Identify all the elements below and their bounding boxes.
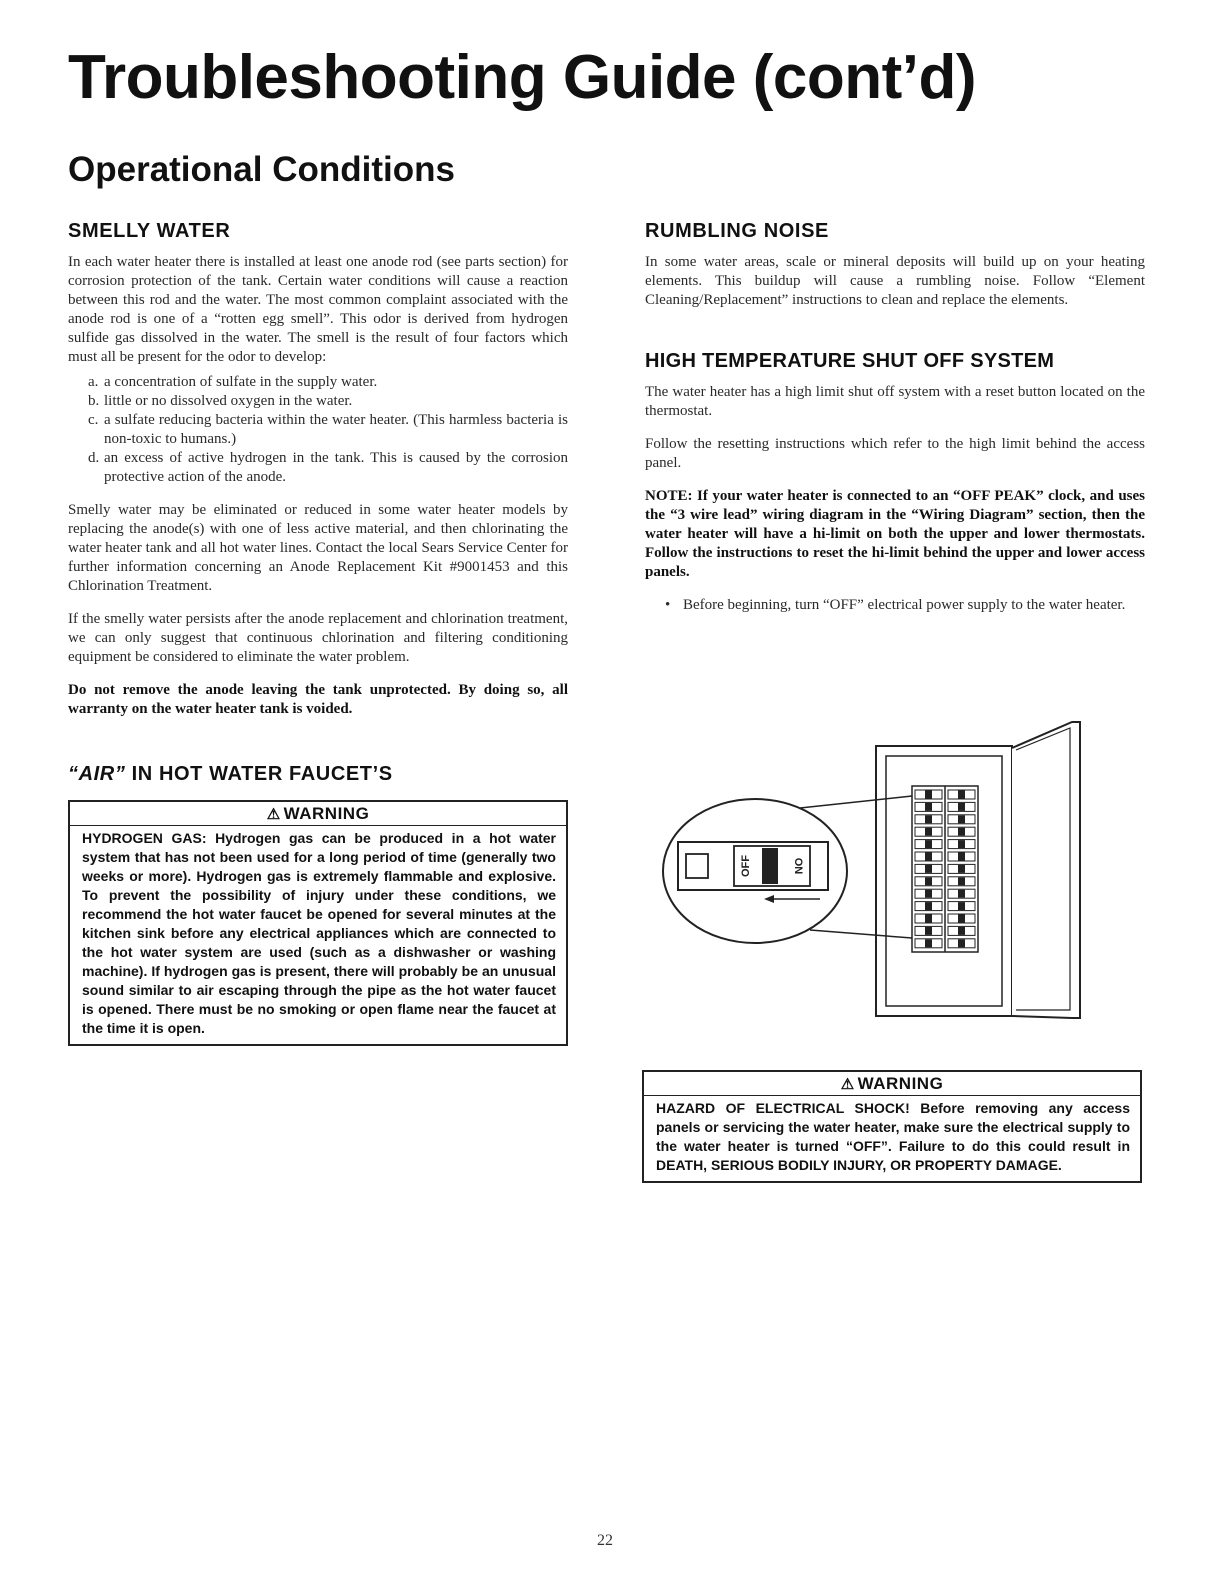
smelly-water-paragraph-3: If the smelly water persists after the anode replacement and chlorination treatment, we can only suggest that continuous chlorination and filtering conditioning equipment be considered to eliminate the water problem. xyxy=(68,611,568,665)
breaker-panel-diagram xyxy=(660,716,1100,1028)
breaker-switch-handle xyxy=(959,816,965,823)
breaker-switch-handle xyxy=(959,927,965,934)
shock-warning-text: HAZARD OF ELECTRICAL SHOCK! Before removing any access panels or servicing the water heater, make sure the electrical supply to the water heater is turned “OFF”. Failure to do this could result in DEATH, SERIOUS BODILY INJURY, OR PROPERTY DAMAGE. xyxy=(656,1100,1130,1173)
breaker-switch-handle xyxy=(926,791,932,798)
rumbling-noise-section xyxy=(645,220,1145,310)
breaker-switch-handle xyxy=(959,865,965,872)
warning-header: ⚠ WARNING xyxy=(644,1074,1140,1096)
breaker-switch-handle xyxy=(926,841,932,848)
breaker-switch-handle xyxy=(926,915,932,922)
breaker-switch-handle xyxy=(926,816,932,823)
breaker-switch-handle xyxy=(959,853,965,860)
off-peak-note: NOTE: If your water heater is connected to an “OFF PEAK” clock, and uses the “3 wire lead” wiring diagram in the “Wiring Diagram” section, then the water heater will have a hi-limit on both the upper and lower thermostats. Follow the instructions to reset the hi-limit behind the upper and lower access panels. xyxy=(645,488,1145,580)
high-temp-paragraph-2: Follow the resetting instructions which refer to the high limit behind the access panel. xyxy=(645,436,1145,471)
breaker-switch-handle xyxy=(926,853,932,860)
breaker-switch-handle xyxy=(959,803,965,810)
breaker-switch-handle xyxy=(959,890,965,897)
smelly-water-heading: SMELLY WATER xyxy=(68,220,231,242)
breaker-switch-handle xyxy=(926,903,932,910)
air-in-faucets-section xyxy=(68,763,568,1046)
right-column xyxy=(645,220,1145,615)
factor-item: b. little or no dissolved oxygen in the water. xyxy=(88,393,353,409)
breaker-switch-handle xyxy=(926,803,932,810)
factor-item: d. an excess of active hydrogen in the tank. This is caused by the corrosion protective action of the anode. xyxy=(88,450,568,485)
warning-header: ⚠ WARNING xyxy=(70,804,566,826)
hydrogen-warning-text: HYDROGEN GAS: Hydrogen gas can be produced in a hot water system that has not been used for a long period of time (generally two weeks or more). Hydrogen gas is extremely flammable and explosive. To prevent the possibility of injury under these conditions, we recommend the hot water faucet be opened for several minutes at the kitchen sink before any electrical appliances which are connected to the hot water system are used (such as a dishwasher or washing machine). If hydrogen gas is present, there will probably be an unusual sound similar to air escaping through the pipe as the hot water faucet is opened. There must be no smoking or open flame near the faucet at the time it is open. xyxy=(82,830,556,1036)
anode-warranty-note: Do not remove the anode leaving the tank unprotected. By doing so, all warranty on the water heater tank is voided. xyxy=(68,682,568,717)
breaker-panel-figure xyxy=(660,716,1100,1028)
breaker-switch-handle xyxy=(926,927,932,934)
smelly-water-paragraph-2: Smelly water may be eliminated or reduced in some water heater models by replacing the anode(s) with one of less active material, and then chlorinating the water heater tank and all hot water lines. Contact the local Sears Service Center for further information concerning an Anode Replacement Kit #9001453 and this Chlorination Treatment. xyxy=(68,502,568,594)
breaker-switch-handle xyxy=(959,903,965,910)
page-number: 22 xyxy=(597,1532,613,1549)
breaker-switch-handle xyxy=(926,878,932,885)
on-label: ON xyxy=(792,857,805,875)
smelly-water-intro: In each water heater there is installed at least one anode rod (see parts section) for corrosion protection of the tank. Certain water conditions will cause a reaction between this rod and the water. The most common complaint associated with the anode rod is one of a “rotten egg smell”. This odor is derived from hydrogen sulfide gas dissolved in the water. The smell is the result of four factors which must all be present for the odor to develop: xyxy=(68,254,568,365)
high-temperature-section xyxy=(645,350,1145,615)
list-item: • Before beginning, turn “OFF” electrical power supply to the water heater. xyxy=(665,597,1126,613)
factors-list xyxy=(68,373,568,487)
high-temp-heading: HIGH TEMPERATURE SHUT OFF SYSTEM xyxy=(645,350,1055,372)
smelly-water-section xyxy=(68,220,568,719)
rumbling-noise-heading: RUMBLING NOISE xyxy=(645,220,829,242)
warning-triangle-icon: ⚠ xyxy=(266,806,281,823)
breaker-switch-handle xyxy=(926,828,932,835)
warning-triangle-icon: ⚠ xyxy=(840,1076,855,1093)
breaker-handle xyxy=(762,848,778,884)
breaker-switch-handle xyxy=(926,865,932,872)
electrical-shock-warning-section xyxy=(642,1070,1142,1183)
high-temp-paragraph-1: The water heater has a high limit shut off system with a reset button located on the thermostat. xyxy=(645,384,1145,419)
hydrogen-warning-box xyxy=(68,800,568,1046)
breaker-body xyxy=(686,854,708,878)
section-title: Operational Conditions xyxy=(68,150,455,189)
factor-item: a. a concentration of sulfate in the supply water. xyxy=(88,374,378,390)
breaker-switch-handle xyxy=(959,878,965,885)
air-faucets-heading: “AIR” IN HOT WATER FAUCET’S xyxy=(68,763,393,785)
steps-list xyxy=(645,596,1145,615)
shock-warning-box xyxy=(642,1070,1142,1183)
breaker-switch-handle xyxy=(959,828,965,835)
factor-item: c. a sulfate reducing bacteria within the water heater. (This harmless bacteria is non-toxic to humans.) xyxy=(88,412,568,447)
breaker-switch-handle xyxy=(959,841,965,848)
page-title: Troubleshooting Guide (cont’d) xyxy=(68,43,977,112)
off-label: OFF xyxy=(739,855,752,877)
breaker-switch-handle xyxy=(926,890,932,897)
left-column xyxy=(68,220,568,1046)
breaker-switch-handle xyxy=(959,940,965,947)
breaker-switch-handle xyxy=(959,791,965,798)
breaker-switch-handle xyxy=(959,915,965,922)
breaker-switch-handle xyxy=(926,940,932,947)
rumbling-noise-text: In some water areas, scale or mineral deposits will build up on your heating elements. This buildup will cause a rumbling noise. Follow “Element Cleaning/Replacement” instructions to clean and replace the elements. xyxy=(645,254,1145,308)
